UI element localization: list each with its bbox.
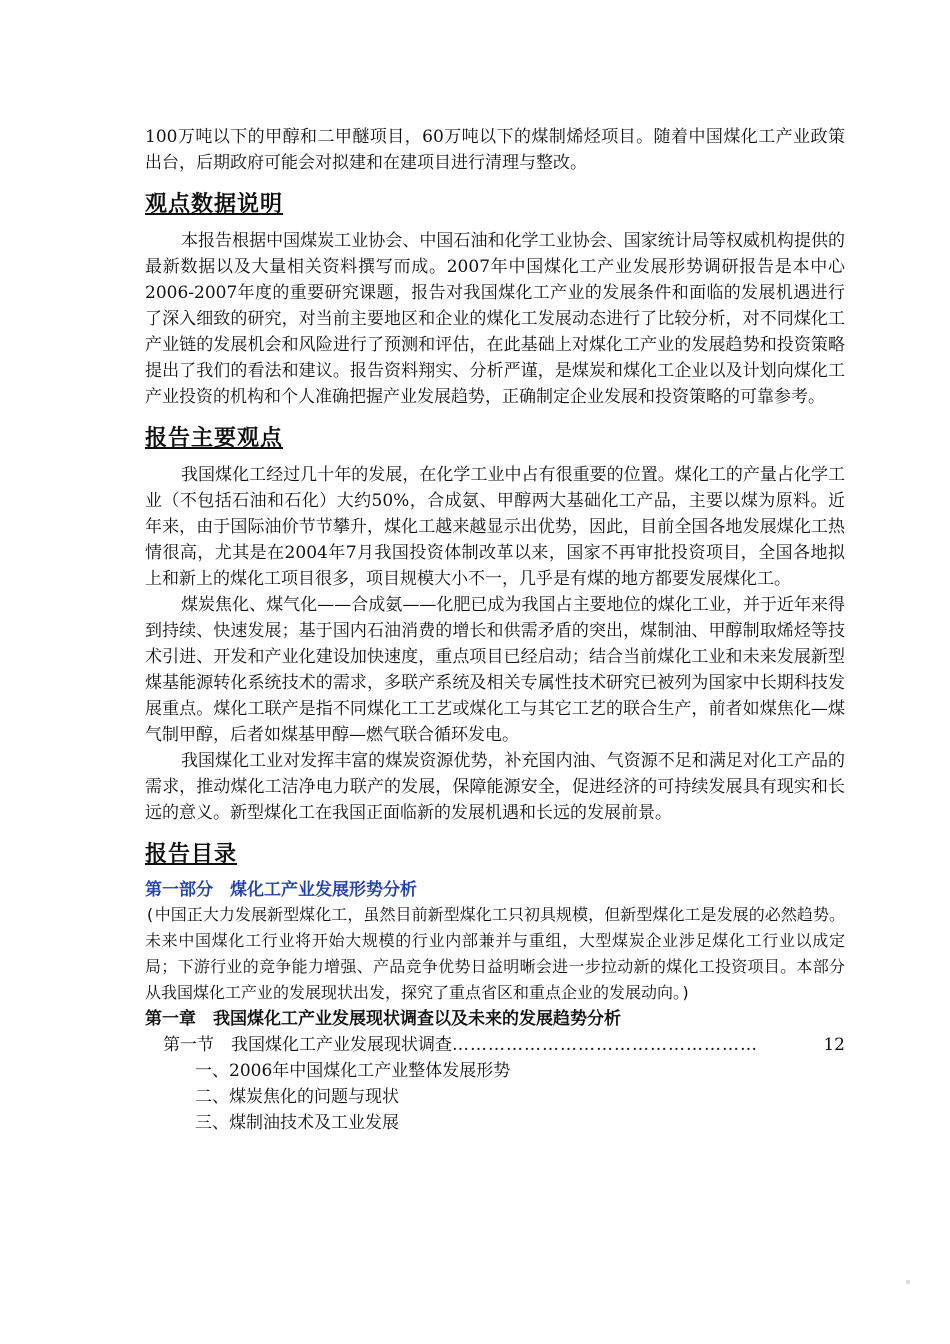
data-note-paragraph: 本报告根据中国煤炭工业协会、中国石油和化学工业协会、国家统计局等权威机构提供的最新数据以及大量相关资料撰写而成。2007年中国煤化工产业发展形势调研报告是本中心2006-2007年度的重要研究课题，报告对我国煤化工产业的发展条件和面临的发展机遇进行了深入细致的研究，对当前主要地区和企业的煤化工发展动态进行了比较分析，对不同煤化工产业链的发展机会和风险进行了预测和评估，在此基础上对煤化工产业的发展趋势和投资策略提出了我们的看法和建议。报告资料翔实、分析严谨，是煤炭和煤化工企业以及计划向煤化工产业投资的机构和个人准确把握产业发展趋势，正确制定企业发展和投资策略的可靠参考。	[145, 231, 845, 407]
toc-section-page-number: 12	[823, 1035, 845, 1055]
heading-main-points: 报告主要观点	[145, 426, 284, 451]
main-points-paragraph-2: 煤炭焦化、煤气化——合成氨——化肥已成为我国占主要地位的煤化工业，并于近年来得到持续、快速发展；基于国内石油消费的增长和供需矛盾的突出，煤制油、甲醇制取烯烃等技术引进、开发和产业化建设加快速度，重点项目已经启动；结合当前煤化工业和未来发展新型煤基能源转化系统技术的需求，多联产系统及相关专属性技术研究已被列为国家中长期科技发展重点。煤化工联产是指不同煤化工工艺或煤化工与其它工艺的联合生产，前者如煤焦化—煤气制甲醇，后者如煤基甲醇—燃气联合循环发电。	[145, 595, 845, 745]
main-points-paragraph-1: 我国煤化工经过几十年的发展，在化学工业中占有很重要的位置。煤化工的产量占化学工业（不包括石油和石化）大约50%，合成氨、甲醇两大基础化工产品，主要以煤为原料。近年来，由于国际油价节节攀升，煤化工越来越显示出优势，因此，目前全国各地发展煤化工热情很高，尤其是在2004年7月我国投资体制改革以来，国家不再审批投资项目，全国各地拟上和新上的煤化工项目很多，项目规模大小不一，几乎是有煤的地方都要发展煤化工。	[145, 465, 845, 589]
toc-part-description: (中国正大力发展新型煤化工，虽然目前新型煤化工只初具规模，但新型煤化工是发展的必然趋势。未来中国煤化工行业将开始大规模的行业内部兼并与重组，大型煤炭企业涉足煤化工行业以成定局；下游行业的竞争能力增强、产品竞争优势日益明晰会进一步拉动新的煤化工投资项目。本部分从我国煤化工产业的发展现状出发，探究了重点省区和重点企业的发展动向。)	[145, 905, 845, 1002]
toc-dot-leader: ……………………………………………	[452, 1035, 758, 1055]
toc-item: 一、2006年中国煤化工产业整体发展形势	[195, 1061, 511, 1081]
heading-data-note: 观点数据说明	[145, 192, 284, 217]
toc-section-title: 第一节 我国煤化工产业发展现状调查	[163, 1035, 452, 1055]
page-marker	[906, 1280, 910, 1284]
toc-chapter-title: 第一章 我国煤化工产业发展现状调查以及未来的发展趋势分析	[145, 1009, 621, 1029]
page-content	[145, 124, 845, 1136]
toc-item: 三、煤制油技术及工业发展	[195, 1113, 399, 1133]
heading-toc: 报告目录	[145, 842, 238, 867]
toc-section-entry[interactable]	[145, 1032, 845, 1058]
intro-paragraph: 100万吨以下的甲醇和二甲醚项目，60万吨以下的煤制烯烃项目。随着中国煤化工产业政策出台，后期政府可能会对拟建和在建项目进行清理与整改。	[145, 127, 845, 173]
main-points-paragraph-3: 我国煤化工业对发挥丰富的煤炭资源优势，补充国内油、气资源不足和满足对化工产品的需求，推动煤化工洁净电力联产的发展，保障能源安全，促进经济的可持续发展具有现实和长远的意义。新型煤化工在我国正面临新的发展机遇和长远的发展前景。	[145, 751, 845, 823]
toc-part-title[interactable]: 第一部分 煤化工产业发展形势分析	[145, 880, 417, 900]
toc-item: 二、煤炭焦化的问题与现状	[195, 1087, 399, 1107]
